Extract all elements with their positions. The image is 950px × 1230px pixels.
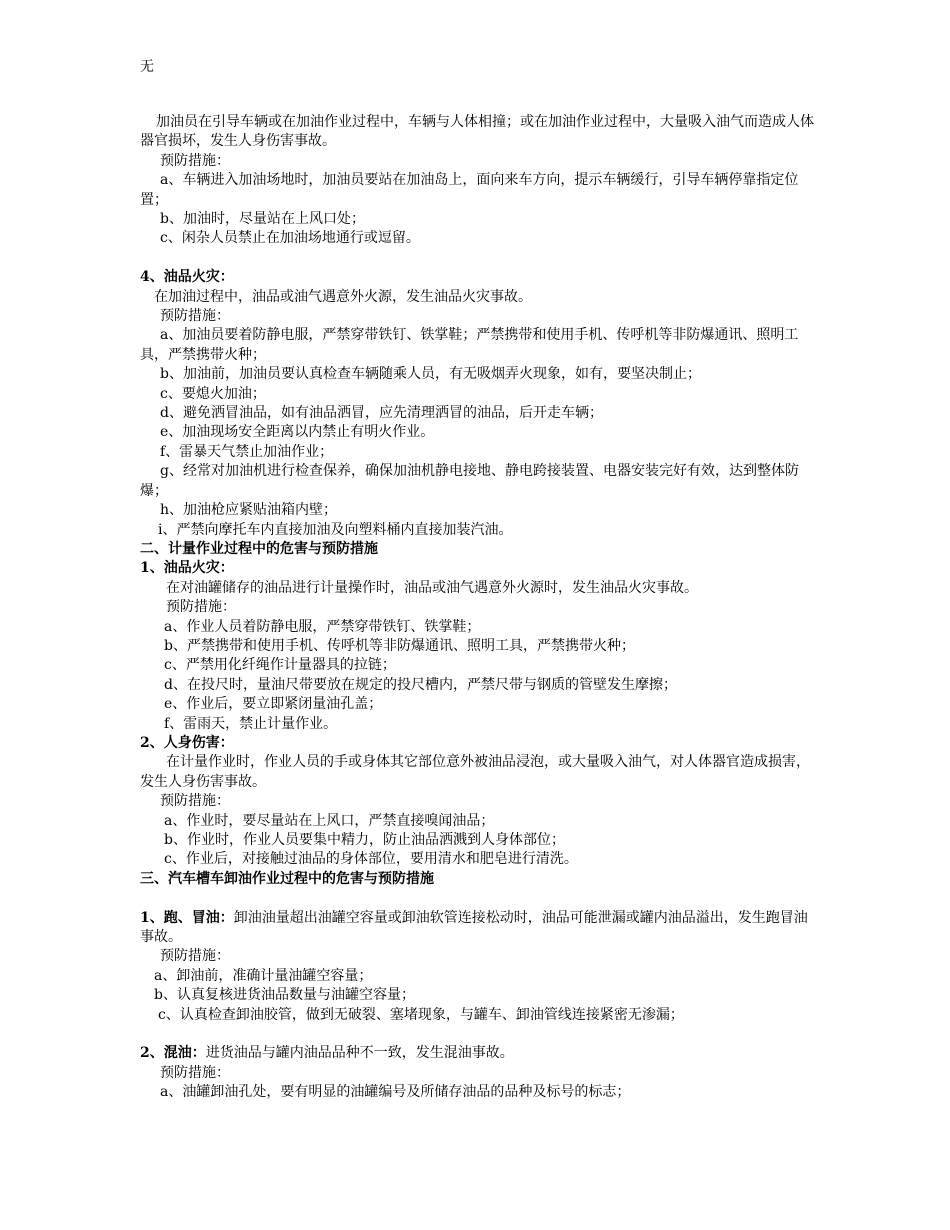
measures-label: 预防措施： — [160, 1064, 230, 1081]
list-item: i、严禁向摩托车内直接加油及向塑料桶内直接加装汽油。 — [158, 521, 513, 538]
paragraph: 2、混油：进货油品与罐内油品品种不一致，发生混油事故。 — [140, 1045, 514, 1062]
list-item: e、作业后，要立即紧闭量油孔盖； — [164, 696, 383, 713]
list-item: d、在投尺时，量油尺带要放在规定的投尺槽内，严禁尺带与钢质的管壁发生摩擦； — [164, 676, 677, 693]
list-item: g、经常对加油机进行检查保养，确保加油机静电接地、静电跨接装置、电器安装完好有效，达到整体防爆； — [140, 463, 799, 499]
list-item: a、油罐卸油孔处，要有明显的油罐编号及所储存油品的品种及标号的标志； — [160, 1084, 631, 1101]
paragraph: 在计量作业时，作业人员的手或身体其它部位意外被油品浸泡，或大量吸入油气，对人体器官造成损害，发生人身伤害事故。 — [140, 754, 810, 790]
list-item: b、严禁携带和使用手机、传呼机等非防爆通讯、照明工具，严禁携带火种； — [164, 637, 635, 654]
paragraph: 1、跑、冒油：卸油油量超出油罐空容量或卸油软管连接松动时，油品可能泄漏或罐内油品溢出，发生跑冒油事故。 — [140, 909, 808, 946]
list-item: a、作业时，要尽量站在上风口，严禁直接嗅闻油品； — [164, 812, 495, 829]
list-item: b、加油时，尽量站在上风口处； — [160, 211, 365, 228]
section-heading: 4、油品火灾： — [140, 269, 234, 286]
list-item: c、要熄火加油； — [160, 385, 266, 402]
list-item: a、车辆进入加油场地时，加油员要站在加油岛上，面向来车方向，提示车辆缓行，引导车辆停靠指定位置； — [140, 172, 799, 208]
measures-label: 预防措施： — [160, 948, 230, 965]
list-item: c、严禁用化纤绳作计量器具的拉链； — [164, 657, 396, 674]
list-item: f、雷雨天，禁止计量作业。 — [164, 715, 338, 732]
chapter-heading: 三、汽车槽车卸油作业过程中的危害与预防措施 — [140, 870, 434, 887]
list-item: h、加油枪应紧贴油箱内壁； — [160, 502, 338, 519]
list-item: a、卸油前，准确计量油罐空容量； — [154, 967, 373, 984]
section-heading: 2、混油： — [140, 1045, 206, 1062]
section-heading: 1、跑、冒油： — [140, 909, 234, 926]
list-item: a、加油员要着防静电服，严禁穿带铁钉、铁掌鞋；严禁携带和使用手机、传呼机等非防爆通讯、照明工具，严禁携带火种； — [140, 327, 799, 363]
list-item: e、加油现场安全距离以内禁止有明火作业。 — [160, 424, 435, 441]
list-item: b、作业时，作业人员要集中精力，防止油品洒溅到人身体部位； — [164, 832, 565, 849]
paragraph: 在对油罐储存的油品进行计量操作时，油品或油气遇意外火源时，发生油品火灾事故。 — [166, 579, 698, 596]
list-item: b、加油前，加油员要认真检查车辆随乘人员，有无吸烟弄火现象，如有，要坚决制止； — [160, 366, 701, 383]
section-heading: 1、油品火灾： — [140, 560, 234, 577]
list-item: c、闲杂人员禁止在加油场地通行或逗留。 — [160, 230, 420, 247]
list-item: f、雷暴天气禁止加油作业； — [160, 443, 334, 460]
measures-label: 预防措施： — [166, 599, 236, 616]
list-item: c、认真检查卸油胶管，做到无破裂、塞堵现象，与罐车、卸油管线连接紧密无渗漏； — [158, 1006, 684, 1023]
measures-label: 预防措施： — [160, 152, 230, 169]
chapter-heading: 二、计量作业过程中的危害与预防措施 — [140, 540, 378, 557]
paragraph: 在加油过程中，油品或油气遇意外火源，发生油品火灾事故。 — [154, 288, 532, 305]
page-header: 无 — [140, 59, 154, 75]
section-heading: 2、人身伤害： — [140, 734, 234, 751]
paragraph: 加油员在引导车辆或在加油作业过程中，车辆与人体相撞；或在加油作业过程中，大量吸入油气而造成人体器官损坏，发生人身伤害事故。 — [140, 114, 814, 150]
list-item: d、避免洒冒油品，如有油品洒冒，应先清理洒冒的油品，后开走车辆； — [160, 405, 603, 422]
list-item: c、作业后，对接触过油品的身体部位，要用清水和肥皂进行清洗。 — [164, 851, 578, 868]
list-item: b、认真复核进货油品数量与油罐空容量； — [154, 987, 415, 1004]
document-body — [140, 113, 820, 1103]
measures-label: 预防措施： — [160, 308, 230, 325]
measures-label: 预防措施： — [160, 793, 230, 810]
list-item: a、作业人员着防静电服，严禁穿带铁钉、铁掌鞋； — [164, 618, 481, 635]
